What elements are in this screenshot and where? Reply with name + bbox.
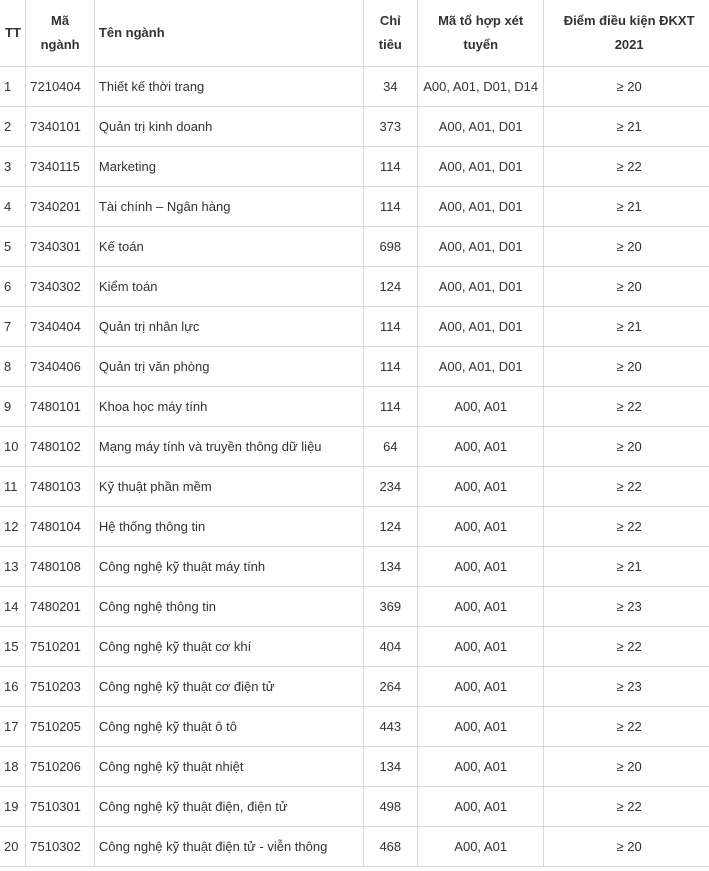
cell-code: 7480102 (26, 427, 95, 467)
cell-code: 7510203 (26, 667, 95, 707)
cell-code: 7510205 (26, 707, 95, 747)
cell-quota: 134 (363, 547, 418, 587)
header-score (544, 0, 709, 67)
cell-name: Marketing (94, 147, 363, 187)
cell-tt: 3 (0, 147, 26, 187)
cell-combo: A00, A01 (418, 627, 544, 667)
cell-quota: 134 (363, 747, 418, 787)
table-row (0, 787, 709, 827)
cell-combo: A00, A01, D01, D14 (418, 67, 544, 107)
cell-code: 7340201 (26, 187, 95, 227)
cell-score: ≥ 22 (544, 707, 709, 747)
cell-score: ≥ 20 (544, 827, 709, 867)
cell-name: Công nghệ thông tin (94, 587, 363, 627)
cell-score: ≥ 20 (544, 747, 709, 787)
cell-score: ≥ 21 (544, 107, 709, 147)
header-code (26, 0, 95, 67)
table-row (0, 627, 709, 667)
cell-name: Công nghệ kỹ thuật ô tô (94, 707, 363, 747)
cell-code: 7480201 (26, 587, 95, 627)
cell-score: ≥ 22 (544, 507, 709, 547)
cell-score: ≥ 20 (544, 347, 709, 387)
cell-quota: 114 (363, 307, 418, 347)
cell-code: 7340404 (26, 307, 95, 347)
cell-tt: 6 (0, 267, 26, 307)
cell-name: Kế toán (94, 227, 363, 267)
cell-code: 7510302 (26, 827, 95, 867)
cell-tt: 1 (0, 67, 26, 107)
table-row (0, 507, 709, 547)
header-quota (363, 0, 418, 67)
cell-tt: 7 (0, 307, 26, 347)
cell-combo: A00, A01 (418, 747, 544, 787)
cell-tt: 5 (0, 227, 26, 267)
header-code-line1: Mã (51, 13, 70, 28)
cell-quota: 404 (363, 627, 418, 667)
cell-name: Công nghệ kỹ thuật điện, điện tử (94, 787, 363, 827)
cell-quota: 468 (363, 827, 418, 867)
cell-score: ≥ 20 (544, 227, 709, 267)
cell-tt: 4 (0, 187, 26, 227)
header-tt: TT (0, 0, 26, 67)
cell-name: Quản trị kinh doanh (94, 107, 363, 147)
cell-code: 7340115 (26, 147, 95, 187)
table-row (0, 547, 709, 587)
cell-quota: 264 (363, 667, 418, 707)
cell-combo: A00, A01 (418, 467, 544, 507)
cell-code: 7340406 (26, 347, 95, 387)
cell-code: 7340302 (26, 267, 95, 307)
cell-name: Mạng máy tính và truyền thông dữ liệu (94, 427, 363, 467)
cell-tt: 9 (0, 387, 26, 427)
table-row (0, 107, 709, 147)
cell-tt: 18 (0, 747, 26, 787)
cell-score: ≥ 22 (544, 787, 709, 827)
cell-code: 7340301 (26, 227, 95, 267)
cell-score: ≥ 22 (544, 387, 709, 427)
cell-score: ≥ 20 (544, 67, 709, 107)
cell-combo: A00, A01 (418, 507, 544, 547)
table-row (0, 827, 709, 867)
cell-name: Công nghệ kỹ thuật điện tử - viễn thông (94, 827, 363, 867)
cell-tt: 8 (0, 347, 26, 387)
cell-quota: 124 (363, 267, 418, 307)
header-combo-line1: Mã tổ hợp xét (438, 13, 524, 28)
table-row (0, 667, 709, 707)
table-body (0, 67, 709, 867)
cell-combo: A00, A01, D01 (418, 227, 544, 267)
table-row (0, 707, 709, 747)
cell-quota: 34 (363, 67, 418, 107)
cell-tt: 15 (0, 627, 26, 667)
cell-name: Công nghệ kỹ thuật cơ khí (94, 627, 363, 667)
header-name: Tên ngành (94, 0, 363, 67)
cell-name: Kiểm toán (94, 267, 363, 307)
header-combo-line2: tuyển (463, 37, 499, 52)
cell-tt: 11 (0, 467, 26, 507)
cell-combo: A00, A01, D01 (418, 147, 544, 187)
cell-score: ≥ 22 (544, 147, 709, 187)
cell-score: ≥ 22 (544, 627, 709, 667)
cell-name: Quản trị nhân lực (94, 307, 363, 347)
cell-name: Thiết kế thời trang (94, 67, 363, 107)
cell-quota: 443 (363, 707, 418, 747)
cell-name: Công nghệ kỹ thuật cơ điện tử (94, 667, 363, 707)
cell-quota: 234 (363, 467, 418, 507)
cell-tt: 19 (0, 787, 26, 827)
cell-quota: 114 (363, 387, 418, 427)
cell-score: ≥ 20 (544, 267, 709, 307)
header-combo (418, 0, 544, 67)
cell-code: 7480104 (26, 507, 95, 547)
cell-name: Tài chính – Ngân hàng (94, 187, 363, 227)
cell-name: Khoa học máy tính (94, 387, 363, 427)
cell-combo: A00, A01 (418, 587, 544, 627)
cell-name: Công nghệ kỹ thuật máy tính (94, 547, 363, 587)
table-header (0, 0, 709, 67)
header-code-line2: ngành (40, 37, 80, 52)
table-row (0, 147, 709, 187)
cell-quota: 64 (363, 427, 418, 467)
header-score-line1: Điểm điều kiện ĐKXT (563, 13, 695, 28)
cell-score: ≥ 21 (544, 547, 709, 587)
header-quota-line2: tiêu (378, 37, 402, 52)
cell-combo: A00, A01 (418, 387, 544, 427)
cell-quota: 114 (363, 147, 418, 187)
cell-code: 7510201 (26, 627, 95, 667)
table-row (0, 227, 709, 267)
table-row (0, 747, 709, 787)
cell-code: 7480101 (26, 387, 95, 427)
cell-tt: 14 (0, 587, 26, 627)
cell-combo: A00, A01 (418, 827, 544, 867)
header-row (0, 0, 709, 67)
table-row (0, 427, 709, 467)
cell-tt: 16 (0, 667, 26, 707)
cell-quota: 498 (363, 787, 418, 827)
table-row (0, 347, 709, 387)
cell-score: ≥ 21 (544, 307, 709, 347)
cell-tt: 20 (0, 827, 26, 867)
cell-code: 7210404 (26, 67, 95, 107)
cell-combo: A00, A01, D01 (418, 267, 544, 307)
cell-combo: A00, A01 (418, 427, 544, 467)
cell-combo: A00, A01 (418, 667, 544, 707)
table-row (0, 387, 709, 427)
cell-score: ≥ 22 (544, 467, 709, 507)
cell-tt: 10 (0, 427, 26, 467)
cell-quota: 114 (363, 187, 418, 227)
cell-combo: A00, A01, D01 (418, 107, 544, 147)
table-row (0, 267, 709, 307)
header-score-line2: 2021 (614, 37, 644, 52)
cell-name: Kỹ thuật phần mềm (94, 467, 363, 507)
cell-code: 7510301 (26, 787, 95, 827)
cell-tt: 12 (0, 507, 26, 547)
cell-score: ≥ 23 (544, 667, 709, 707)
cell-quota: 698 (363, 227, 418, 267)
cell-name: Hệ thống thông tin (94, 507, 363, 547)
cell-code: 7480108 (26, 547, 95, 587)
cell-tt: 17 (0, 707, 26, 747)
cell-name: Quản trị văn phòng (94, 347, 363, 387)
cell-quota: 114 (363, 347, 418, 387)
cell-code: 7340101 (26, 107, 95, 147)
cell-combo: A00, A01 (418, 787, 544, 827)
cell-quota: 373 (363, 107, 418, 147)
cell-name: Công nghệ kỹ thuật nhiệt (94, 747, 363, 787)
cell-combo: A00, A01, D01 (418, 187, 544, 227)
cell-tt: 2 (0, 107, 26, 147)
table-row (0, 307, 709, 347)
cell-combo: A00, A01 (418, 707, 544, 747)
cell-code: 7510206 (26, 747, 95, 787)
table-row (0, 67, 709, 107)
cell-code: 7480103 (26, 467, 95, 507)
cell-score: ≥ 21 (544, 187, 709, 227)
table-row (0, 187, 709, 227)
cell-combo: A00, A01, D01 (418, 347, 544, 387)
cell-quota: 369 (363, 587, 418, 627)
table-row (0, 467, 709, 507)
header-quota-line1: Chỉ (379, 13, 401, 28)
cell-combo: A00, A01 (418, 547, 544, 587)
cell-quota: 124 (363, 507, 418, 547)
cell-score: ≥ 20 (544, 427, 709, 467)
table-row (0, 587, 709, 627)
cell-combo: A00, A01, D01 (418, 307, 544, 347)
cell-tt: 13 (0, 547, 26, 587)
cell-score: ≥ 23 (544, 587, 709, 627)
